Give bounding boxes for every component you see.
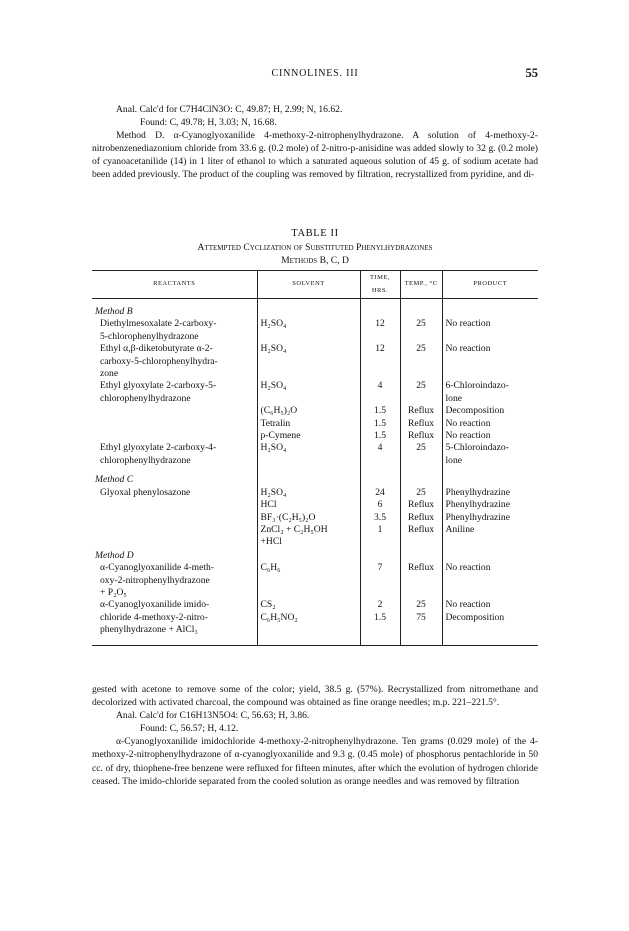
empty-cell (442, 473, 538, 486)
temp-cell: Reflux (400, 405, 442, 417)
product-cell: Decomposition (442, 405, 538, 417)
table-row (92, 331, 538, 343)
product-cell (442, 587, 538, 599)
product-cell: No reaction (442, 318, 538, 330)
table-subtitle: Attempted Cyclization of Substituted Phenylhydrazones (197, 242, 433, 253)
solvent-cell: C₆H₅NO₂ (257, 612, 360, 624)
method-d-paragraph: Method D. α-Cyanoglyoxanilide 4-methoxy-2-nitrophenylhydrazone. A solution of 4-methoxy-2-nitrobenzenediazonium chloride from 33.6 g. (0.2 mole) of 2-nitro-p-anisidine was added slowly to 32 g. (0.2 mole) of cyanoacetanilide (14) in 1 liter of ethanol to which a saturated aqueous solution of 45 g. of sodium acetate had been added previously. The product of the coupling was removed by filtration, recrystallized from pyridine, and di- (92, 130, 538, 181)
temp-cell (400, 356, 442, 368)
reactant-cell: Ethyl glyoxylate 2-carboxy-4- (100, 442, 217, 454)
temp-cell (400, 575, 442, 587)
solvent-cell (257, 624, 360, 645)
table-row (92, 356, 538, 368)
col-temp: TEMP., °C (400, 271, 442, 299)
time-cell: 6 (360, 499, 400, 511)
reactant-cell: α-Cyanoglyoxanilide imido- (100, 599, 210, 611)
time-cell (360, 356, 400, 368)
paragraph-continued: gested with acetone to remove some of the color; yield, 38.5 g. (57%). Recrystallized from nitromethane and decolorized with activated charcoal, the compound was obtained as fine orange needles; m.p. 221–221.5°. (92, 684, 538, 709)
table-row (92, 524, 538, 536)
time-cell: 1.5 (360, 430, 400, 442)
time-cell: 1.5 (360, 418, 400, 430)
empty-cell (257, 473, 360, 486)
temp-cell (400, 393, 442, 405)
table-row (92, 318, 538, 330)
reactant-cell: chlorophenylhydrazone (100, 392, 191, 404)
reactant-cell: chlorophenylhydrazone (100, 454, 191, 466)
table-subtitle-methods: Methods B, C, D (281, 255, 349, 266)
solvent-cell: +HCl (257, 536, 360, 548)
time-cell: 3.5 (360, 512, 400, 524)
time-cell: 12 (360, 318, 400, 330)
solvent-cell: H₂SO₄ (257, 487, 360, 499)
empty-cell (257, 549, 360, 562)
col-solvent: SOLVENT (257, 271, 360, 299)
empty-cell (360, 305, 400, 318)
solvent-cell (257, 356, 360, 368)
product-cell: No reaction (442, 343, 538, 355)
reactant-cell: chloride 4-methoxy-2-nitro- (100, 611, 208, 623)
temp-cell: 25 (400, 343, 442, 355)
time-cell (360, 575, 400, 587)
reactant-cell: + P₂O₅ (100, 586, 127, 598)
time-cell (360, 455, 400, 467)
product-cell: lone (442, 393, 538, 405)
solvent-cell: ZnCl₂ + C₂H₅OH (257, 524, 360, 536)
solvent-cell: H₂SO₄ (257, 343, 360, 355)
reactant-cell: α-Cyanoglyoxanilide 4-meth- (100, 562, 214, 574)
product-cell: No reaction (442, 430, 538, 442)
analysis-line-2: Anal. Calc'd for C16H13N5O4: C, 56.63; H, 3.86. (116, 710, 310, 722)
reactant-cell: phenylhydrazone + AlCl₃ (92, 624, 257, 645)
empty-cell (442, 549, 538, 562)
temp-cell: Reflux (400, 562, 442, 574)
table-row (92, 536, 538, 548)
time-cell: 4 (360, 442, 400, 454)
time-cell: 4 (360, 380, 400, 392)
table-row (92, 612, 538, 624)
temp-cell (400, 455, 442, 467)
table-row (92, 599, 538, 611)
empty-cell (400, 549, 442, 562)
solvent-cell: p-Cymene (257, 430, 360, 442)
time-cell (360, 624, 400, 645)
solvent-cell (257, 455, 360, 467)
reactant-cell: Ethyl α,β-diketobutyrate α-2- (100, 343, 213, 355)
reactant-cell: oxy-2-nitrophenylhydrazone (100, 574, 210, 586)
solvent-cell: BF₃·(C₂H₅)₂O (257, 512, 360, 524)
reactant-cell (92, 418, 257, 430)
table-row (92, 587, 538, 599)
solvent-cell: C₆H₆ (257, 562, 360, 574)
solvent-cell (257, 575, 360, 587)
solvent-cell: (C₆H₅)₂O (257, 405, 360, 417)
table-row (92, 455, 538, 467)
table-row (92, 442, 538, 454)
reactant-cell (92, 536, 257, 548)
table-row (92, 393, 538, 405)
empty-cell (442, 305, 538, 318)
col-reactants: REACTANTS (92, 271, 257, 299)
table-title: TABLE II (291, 228, 339, 239)
temp-cell: Reflux (400, 499, 442, 511)
table-row (92, 418, 538, 430)
empty-cell (360, 549, 400, 562)
temp-cell (400, 331, 442, 343)
temp-cell (400, 624, 442, 645)
reactant-cell (92, 430, 257, 442)
product-cell (442, 356, 538, 368)
time-cell (360, 536, 400, 548)
col-time: TIME, HRS. (360, 271, 400, 299)
table-row (92, 487, 538, 499)
method-label-row (92, 305, 538, 318)
table-row (92, 405, 538, 417)
solvent-cell (257, 587, 360, 599)
table-row (92, 562, 538, 574)
empty-cell (400, 473, 442, 486)
solvent-cell: Tetralin (257, 418, 360, 430)
product-cell (442, 575, 538, 587)
solvent-cell: H₂SO₄ (257, 442, 360, 454)
product-cell: Phenylhydrazine (442, 512, 538, 524)
table-body (92, 299, 538, 646)
temp-cell: 25 (400, 318, 442, 330)
page-header (92, 68, 538, 84)
temp-cell: 25 (400, 599, 442, 611)
table-row (92, 499, 538, 511)
product-cell (442, 624, 538, 645)
top-text (92, 103, 538, 182)
product-cell: No reaction (442, 562, 538, 574)
found-line-2: Found: C, 56.57; H, 4.12. (140, 723, 239, 735)
bottom-text (92, 683, 538, 788)
solvent-cell (257, 393, 360, 405)
product-cell: Aniline (442, 524, 538, 536)
time-cell (360, 587, 400, 599)
product-cell (442, 331, 538, 343)
solvent-cell: CS₂ (257, 599, 360, 611)
temp-cell (400, 587, 442, 599)
product-cell: Phenylhydrazine (442, 499, 538, 511)
temp-cell (400, 368, 442, 380)
time-cell: 1 (360, 524, 400, 536)
product-cell: No reaction (442, 599, 538, 611)
method-label-row (92, 549, 538, 562)
table-row (92, 575, 538, 587)
time-cell: 7 (360, 562, 400, 574)
solvent-cell (257, 368, 360, 380)
method-label: Method C (95, 474, 134, 486)
temp-cell: Reflux (400, 430, 442, 442)
col-product: PRODUCT (442, 271, 538, 299)
time-cell: 12 (360, 343, 400, 355)
product-cell (442, 536, 538, 548)
product-cell: 6-Chloroindazo- (442, 380, 538, 392)
temp-cell: 25 (400, 380, 442, 392)
time-cell: 1.5 (360, 405, 400, 417)
solvent-cell: H₂SO₄ (257, 380, 360, 392)
results-table (92, 270, 538, 646)
imidochloride-paragraph: α-Cyanoglyoxanilide imidochloride 4-methoxy-2-nitrophenylhydrazone. Ten grams (0.029 mole) of the 4-methoxy-2-nitrophenylhydrazone of α-cyanoglyoxanilide and 9.3 g. (0.45 mole) of phosphorus pentachloride in 50 cc. of dry, thiophene-free benzene were refluxed for fifteen minutes, after which the evolution of hydrogen chloride ceased. The imido-chloride separated from the cooled solution as orange needles and was removed by filtration (92, 736, 538, 787)
table-row (92, 343, 538, 355)
temp-cell: Reflux (400, 524, 442, 536)
reactant-cell: Ethyl glyoxylate 2-carboxy-5- (100, 380, 217, 392)
table-row (92, 380, 538, 392)
table-header-row (92, 271, 538, 299)
running-head: CINNOLINES. III (271, 68, 359, 79)
product-cell: lone (442, 455, 538, 467)
temp-cell: 25 (400, 442, 442, 454)
method-label-row (92, 473, 538, 486)
product-cell: Phenylhydrazine (442, 487, 538, 499)
reactant-cell: Diethylmesoxalate 2-carboxy- (100, 318, 217, 330)
time-cell: 2 (360, 599, 400, 611)
temp-cell: Reflux (400, 512, 442, 524)
product-cell: No reaction (442, 418, 538, 430)
method-label: Method D (95, 549, 134, 561)
reactant-cell (92, 512, 257, 524)
temp-cell: 25 (400, 487, 442, 499)
temp-cell (400, 536, 442, 548)
time-cell (360, 331, 400, 343)
method-label: Method B (95, 306, 133, 317)
time-cell: 24 (360, 487, 400, 499)
reactant-cell: carboxy-5-chlorophenylhydra- (100, 355, 218, 367)
table-row (92, 430, 538, 442)
table-row (92, 512, 538, 524)
analysis-line: Anal. Calc'd for C7H4ClN3O: C, 49.87; H, 2.99; N, 16.62. (116, 104, 343, 115)
solvent-cell: HCl (257, 499, 360, 511)
reactant-cell: 5-chlorophenylhydrazone (100, 330, 199, 342)
page-number: 55 (525, 66, 538, 80)
empty-cell (257, 305, 360, 318)
reactant-cell (92, 499, 257, 511)
table-row (92, 368, 538, 380)
temp-cell: 75 (400, 612, 442, 624)
time-cell: 1.5 (360, 612, 400, 624)
product-cell: 5-Chloroindazo- (442, 442, 538, 454)
empty-cell (360, 473, 400, 486)
time-cell (360, 393, 400, 405)
found-line: Found: C, 49.78; H, 3.03; N, 16.68. (140, 117, 277, 129)
table-row (92, 624, 538, 645)
product-cell (442, 368, 538, 380)
solvent-cell: H₂SO₄ (257, 318, 360, 330)
reactant-cell (92, 524, 257, 536)
reactant-cell: zone (100, 368, 119, 380)
reactant-cell: Glyoxal phenylosazone (100, 486, 191, 498)
empty-cell (400, 305, 442, 318)
time-cell (360, 368, 400, 380)
temp-cell: Reflux (400, 418, 442, 430)
product-cell: Decomposition (442, 612, 538, 624)
solvent-cell (257, 331, 360, 343)
reactant-cell (92, 405, 257, 417)
